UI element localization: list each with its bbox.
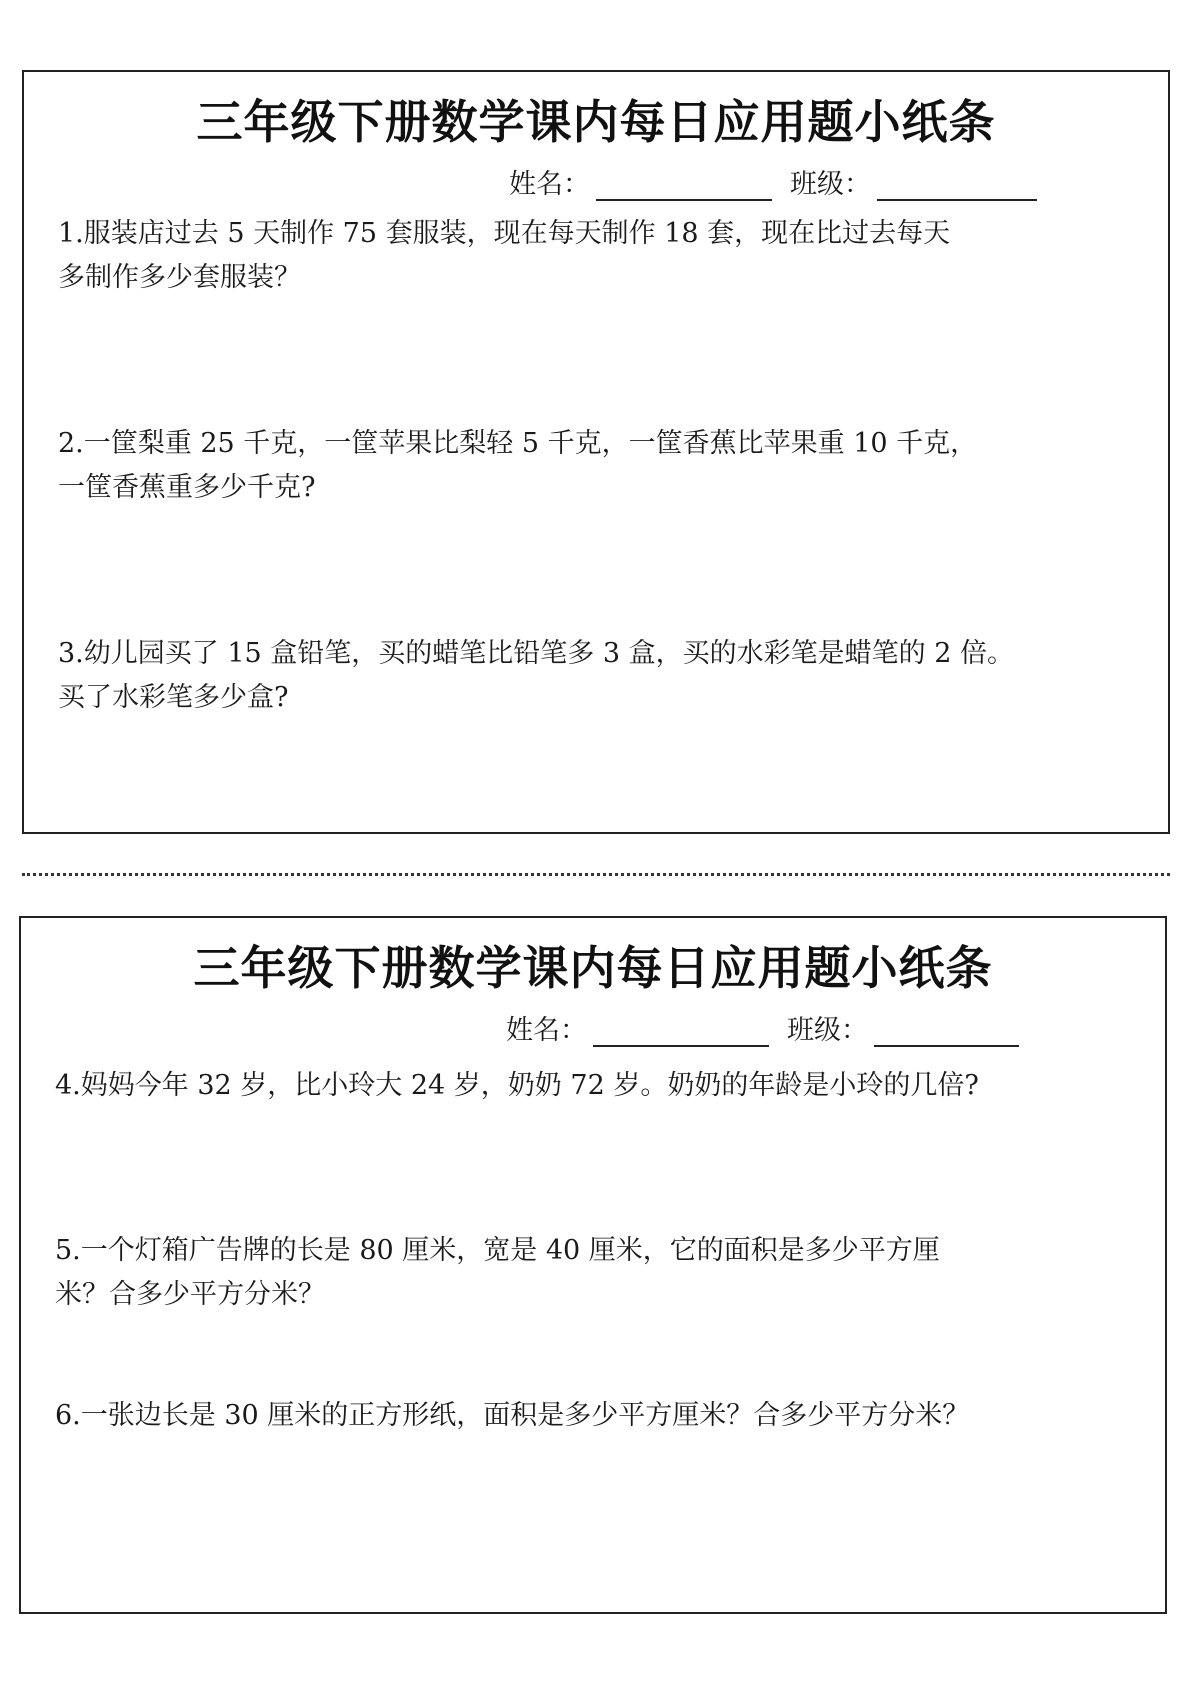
- question-3: 3.幼儿园买了 15 盒铅笔，买的蜡笔比铅笔多 3 盒，买的水彩笔是蜡笔的 2 倍。 买了水彩笔多少盒?: [58, 638, 1014, 713]
- worksheet-card-2: [19, 916, 1167, 1614]
- question-5: 5.一个灯箱广告牌的长是 80 厘米，宽是 40 厘米，它的面积是多少平方厘 米？合多少平方分米？: [55, 1235, 940, 1310]
- card-title: 三年级下册数学课内每日应用题小纸条: [193, 941, 993, 995]
- name-blank-field[interactable]: [593, 1015, 769, 1047]
- name-label: 姓名：: [509, 169, 590, 200]
- question-1: 1.服装店过去 5 天制作 75 套服装，现在每天制作 18 套，现在比过去每天 多制作多少套服装？: [58, 218, 951, 293]
- card-title: 三年级下册数学课内每日应用题小纸条: [196, 95, 996, 149]
- name-label: 姓名：: [506, 1015, 587, 1046]
- name-blank-field[interactable]: [596, 169, 772, 201]
- student-info-row: [509, 162, 1055, 201]
- class-label: 班级：: [787, 1015, 868, 1046]
- worksheet-card-1: [22, 70, 1170, 834]
- question-2: 2.一筐梨重 25 千克，一筐苹果比梨轻 5 千克，一筐香蕉比苹果重 10 千克， 一筐香蕉重多少千克?: [58, 428, 978, 503]
- class-label: 班级：: [790, 169, 871, 200]
- cut-line-divider: [22, 873, 1170, 876]
- class-blank-field[interactable]: [877, 169, 1037, 201]
- class-blank-field[interactable]: [874, 1015, 1019, 1047]
- question-4: 4.妈妈今年 32 岁，比小玲大 24 岁，奶奶 72 岁。奶奶的年龄是小玲的几倍?: [55, 1070, 979, 1101]
- student-info-row: [506, 1008, 1037, 1047]
- question-6: 6.一张边长是 30 厘米的正方形纸，面积是多少平方厘米？合多少平方分米？: [55, 1400, 970, 1431]
